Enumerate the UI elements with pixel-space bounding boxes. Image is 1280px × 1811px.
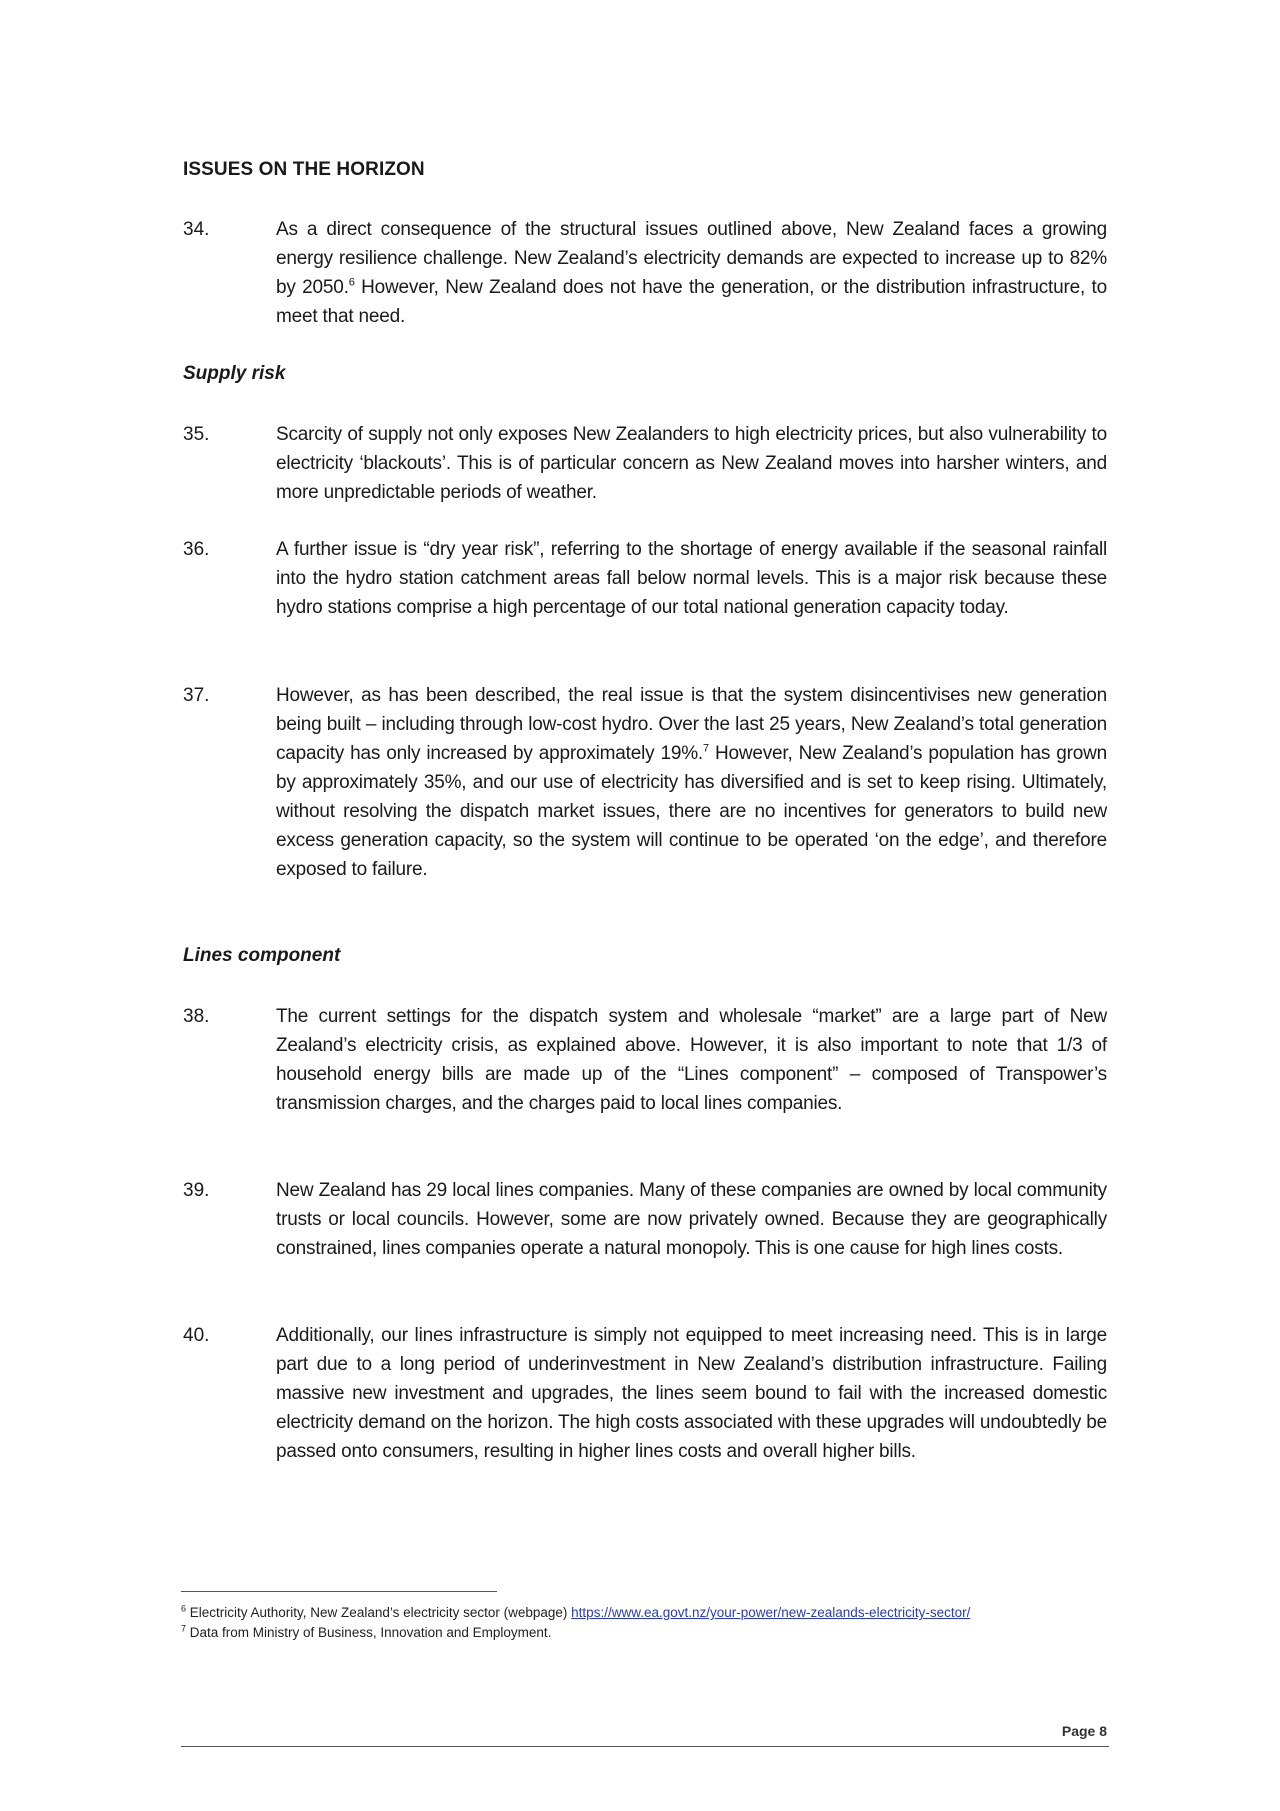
paragraph-number: 34. <box>183 219 210 240</box>
footnote-link[interactable]: https://www.ea.govt.nz/your-power/new-zealands-electricity-sector/ <box>571 1605 971 1620</box>
paragraph-number: 37. <box>183 685 210 706</box>
paragraph-35 <box>183 420 1107 507</box>
footnotes <box>181 1603 1107 1643</box>
paragraph-text: The current settings for the dispatch system and wholesale “market” are a large part of New Zealand’s electricity crisis, as explained above. However, it is also important to note that 1/3 of household energy bills are made up of the “Lines component” – composed of Transpower’s transmission charges, and the charges paid to local lines companies. <box>276 1006 1107 1114</box>
paragraph-text: Additionally, our lines infrastructure is simply not equipped to meet increasing need. This is in large part due to a long period of underinvestment in New Zealand’s distribution infrastructure. Failing massive new investment and upgrades, the lines seem bound to fail with the increased domestic electricity demand on the horizon. The high costs associated with these upgrades will undoubtedly be passed onto consumers, resulting in higher lines costs and overall higher bills. <box>276 1325 1107 1462</box>
paragraph-number: 36. <box>183 539 210 560</box>
paragraph-34 <box>183 215 1107 331</box>
subheading-lines-component: Lines component <box>183 945 341 966</box>
section-heading: ISSUES ON THE HORIZON <box>183 159 425 180</box>
paragraph-40 <box>183 1321 1107 1466</box>
paragraph-number: 38. <box>183 1006 210 1027</box>
paragraph-number: 35. <box>183 424 210 445</box>
paragraph-text: Scarcity of supply not only exposes New Zealanders to high electricity prices, but also vulnerability to electricity ‘blackouts’. This is of particular concern as New Zealand moves into harsher winters, and more unpredictable periods of weather. <box>276 424 1107 503</box>
paragraph-text: However, as has been described, the real issue is that the system disincentivises new generation being built – including through low-cost hydro. Over the last 25 years, New Zealand’s total generation capacity has only increased by approximately 19%.$^7$ However, New Zealand’s population has grown by approximately 35%, and our use of electricity has diversified and is set to keep rising. Ultimately, without resolving the dispatch market issues, there are no incentives for generators to build new excess generation capacity, so the system will continue to be operated ‘on the edge’, and therefore exposed to failure. <box>276 685 1107 880</box>
paragraph-37 <box>183 681 1107 884</box>
footer-separator <box>181 1746 1109 1747</box>
subheading-supply-risk: Supply risk <box>183 363 286 384</box>
footnote-ref[interactable]: 6 <box>348 276 355 289</box>
footnote-7: $^7$ Data from Ministry of Business, Innovation and Employment. <box>181 1623 552 1640</box>
paragraph-text: A further issue is “dry year risk”, referring to the shortage of energy available if the seasonal rainfall into the hydro station catchment areas fall below normal levels. This is a major risk because these hydro stations comprise a high percentage of our total national generation capacity today. <box>276 539 1107 618</box>
footnote-ref[interactable]: 7 <box>702 742 709 755</box>
page-number: Page 8 <box>1061 1723 1107 1739</box>
paragraph-39 <box>183 1176 1107 1263</box>
paragraph-text: As a direct consequence of the structural issues outlined above, New Zealand faces a growing energy resilience challenge. New Zealand’s electricity demands are expected to increase up to 82% by 2050.$^6$ However, New Zealand does not have the generation, or the distribution infrastructure, to meet that need. <box>276 219 1107 327</box>
paragraph-36 <box>183 535 1107 622</box>
paragraph-number: 40. <box>183 1325 210 1346</box>
paragraph-text: New Zealand has 29 local lines companies. Many of these companies are owned by local community trusts or local councils. However, some are now privately owned. Because they are geographically constrained, lines companies operate a natural monopoly. This is one cause for high lines costs. <box>276 1180 1107 1259</box>
paragraph-38 <box>183 1002 1107 1118</box>
footnote-separator <box>181 1591 497 1592</box>
paragraph-number: 39. <box>183 1180 210 1201</box>
footnote-6: $^6$ Electricity Authority, New Zealand’s electricity sector (webpage) https://www.ea.govt.nz/your-power/new-zealands-electricity-sector/ <box>181 1603 971 1620</box>
